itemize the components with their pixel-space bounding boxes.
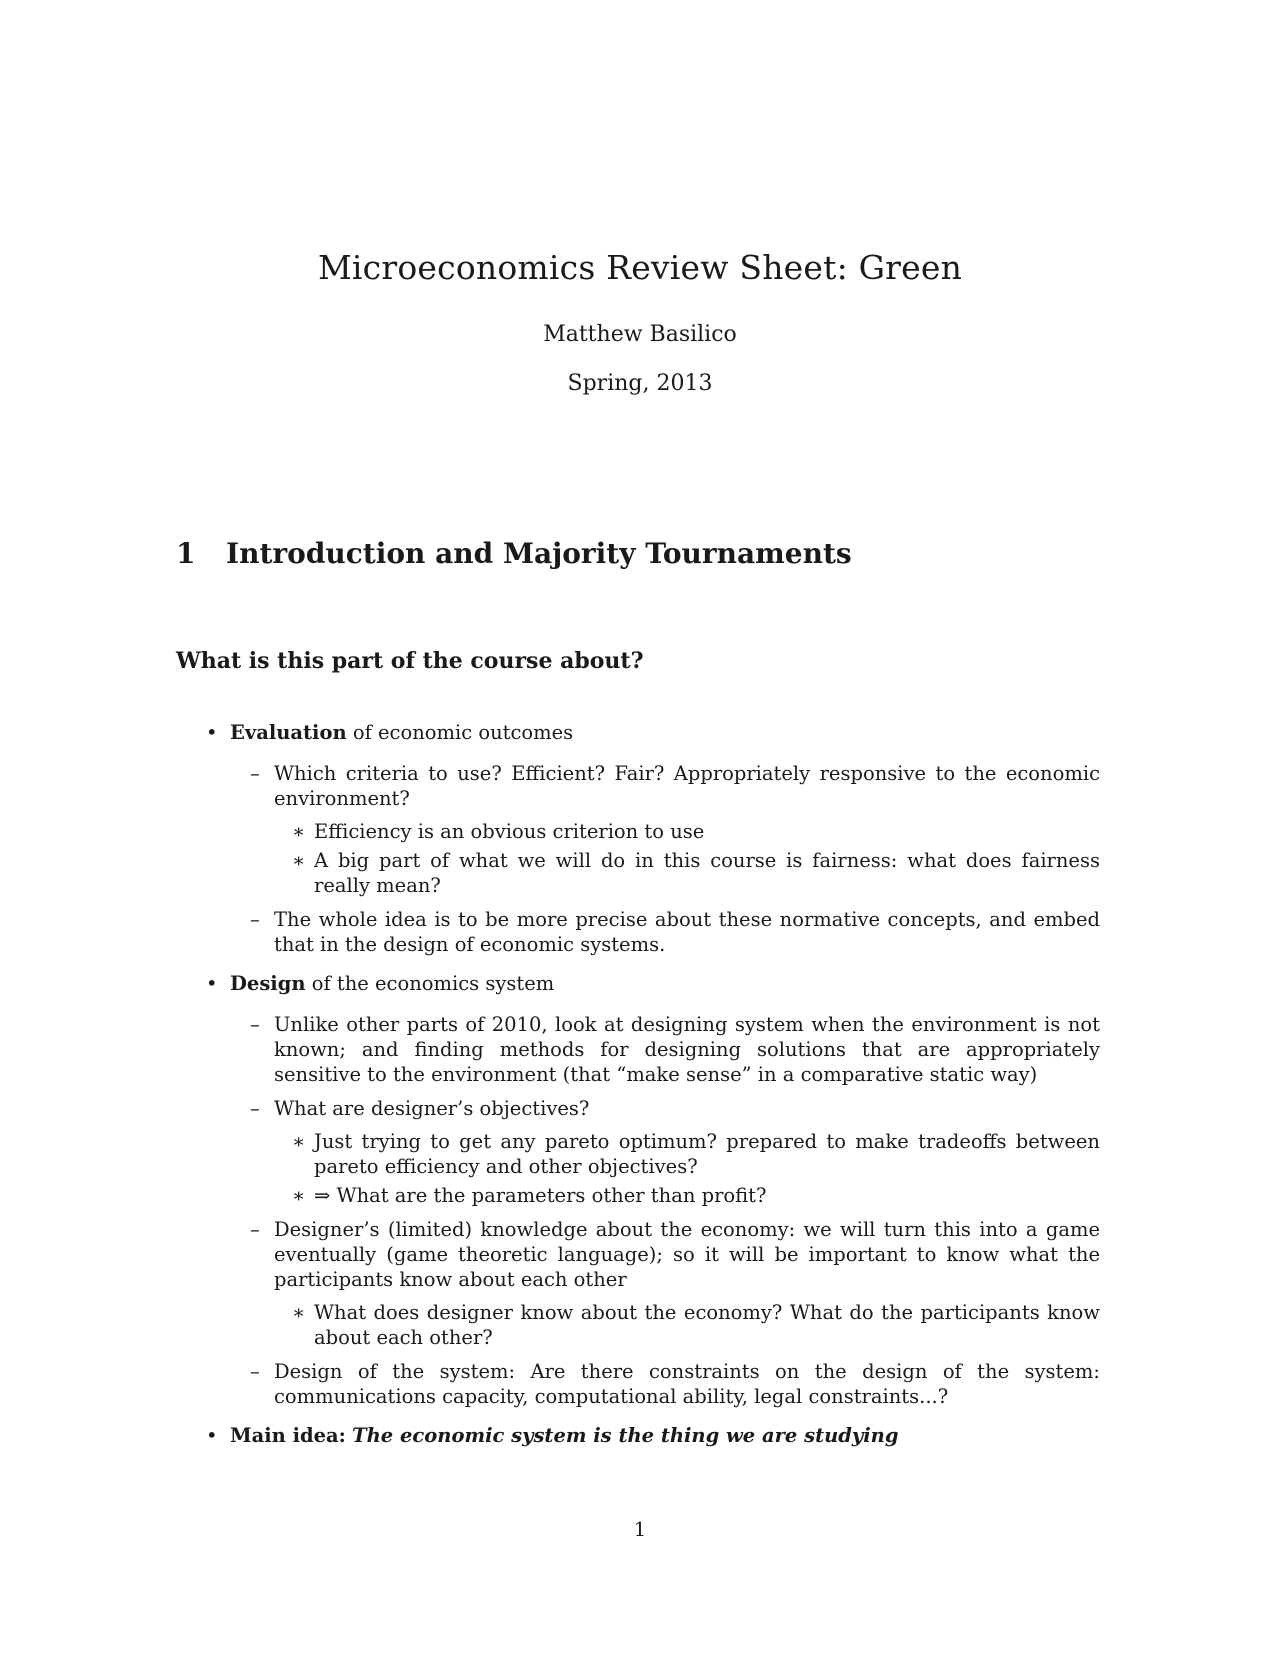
main-idea-text: The economic system is the thing we are studying <box>352 1424 899 1447</box>
list-item-text: What are designer’s objectives? <box>274 1097 590 1120</box>
list-item <box>230 907 1100 957</box>
section-title: Introduction and Majority Tournaments <box>226 537 852 570</box>
sub-sub-list <box>274 819 1100 898</box>
list-item <box>274 1129 1100 1179</box>
list-item <box>274 1183 1100 1208</box>
design-label: Design <box>230 972 306 995</box>
document-title: Microeconomics Review Sheet: Green <box>317 248 963 287</box>
list-item-text: What does designer know about the economy? What do the participants know about each other? <box>314 1301 1100 1349</box>
list-item-main-idea <box>200 1423 1100 1448</box>
dash-mark: – <box>250 1360 260 1383</box>
list-item <box>230 1217 1100 1350</box>
evaluation-label: Evaluation <box>230 721 347 744</box>
bullet-mark: • <box>206 1424 218 1447</box>
document-date: Spring, 2013 <box>567 371 713 396</box>
list-item-design <box>200 971 1100 1409</box>
dash-mark: – <box>250 908 260 931</box>
dash-mark: – <box>250 1097 260 1120</box>
list-item <box>274 1300 1100 1350</box>
sub-list <box>230 761 1100 957</box>
design-text: of the economics system <box>305 972 555 995</box>
dash-mark: – <box>250 1218 260 1241</box>
section-heading <box>176 537 852 570</box>
asterisk-mark: ∗ <box>292 820 306 843</box>
document-author: Matthew Basilico <box>543 322 737 347</box>
dash-mark: – <box>250 1013 260 1036</box>
subsection-heading: What is this part of the course about? <box>176 648 644 674</box>
bullet-list <box>200 720 1100 1462</box>
bullet-mark: • <box>206 721 218 744</box>
main-idea-label: Main idea: <box>230 1424 346 1447</box>
list-item-text: The whole idea is to be more precise about these normative concepts, and embed that in the design of economic systems. <box>274 908 1100 956</box>
list-item <box>274 848 1100 898</box>
asterisk-mark: ∗ <box>292 1184 306 1207</box>
list-item <box>230 761 1100 898</box>
list-item-text: A big part of what we will do in this course is fairness: what does fairness really mean? <box>314 849 1100 897</box>
evaluation-text: of economic outcomes <box>346 721 574 744</box>
sub-sub-list <box>274 1300 1100 1350</box>
list-item <box>230 1012 1100 1087</box>
section-number: 1 <box>176 537 196 570</box>
list-item-text: ⇒ What are the parameters other than profit? <box>314 1184 767 1207</box>
list-item <box>230 1096 1100 1208</box>
sub-list <box>230 1012 1100 1409</box>
bullet-mark: • <box>206 972 218 995</box>
list-item <box>230 1359 1100 1409</box>
list-item-text: Just trying to get any pareto optimum? prepared to make tradeoffs between pareto efficiency and other objectives? <box>314 1130 1100 1178</box>
dash-mark: – <box>250 762 260 785</box>
list-item-text: Which criteria to use? Efficient? Fair? Appropriately responsive to the economic environment? <box>274 762 1100 810</box>
list-item-evaluation <box>200 720 1100 957</box>
list-item-text: Unlike other parts of 2010, look at designing system when the environment is not known; and finding methods for designing solutions that are appropriately sensitive to the environment (that “make sense” in a comparative static way) <box>274 1013 1100 1086</box>
page-number: 1 <box>633 1518 647 1541</box>
list-item-text: Designer’s (limited) knowledge about the economy: we will turn this into a game eventually (game theoretic language); so it will be important to know what the participants know about each other <box>274 1218 1100 1291</box>
asterisk-mark: ∗ <box>292 1301 306 1324</box>
asterisk-mark: ∗ <box>292 849 306 872</box>
asterisk-mark: ∗ <box>292 1130 306 1153</box>
list-item-text: Efficiency is an obvious criterion to use <box>314 820 705 843</box>
sub-sub-list <box>274 1129 1100 1208</box>
list-item-text: Design of the system: Are there constraints on the design of the system: communications capacity, computational ability, legal constraints...? <box>274 1360 1100 1408</box>
list-item <box>274 819 1100 844</box>
